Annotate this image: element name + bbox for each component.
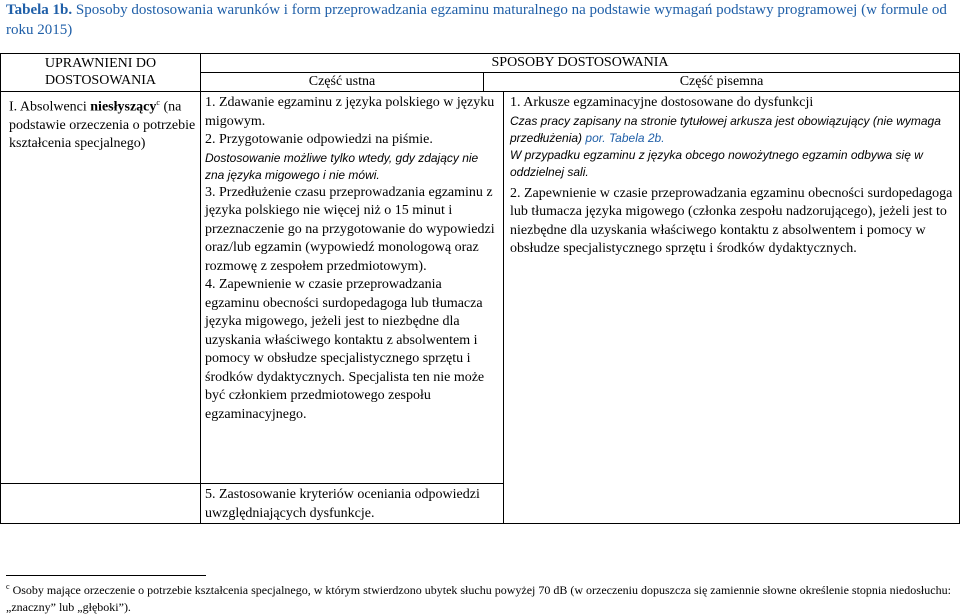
written-note-time: Czas pracy zapisany na stronie tytułowej arkusza jest obowiązujący <box>510 113 870 128</box>
entitled-group: niesłyszący <box>90 99 157 115</box>
oral-item-1: 1. Zdawanie egzaminu z języka polskiego w języku migowym. <box>205 95 495 129</box>
oral-item-2: 2. Przygotowanie odpowiedzi na piśmie. <box>205 132 433 147</box>
entitled-prefix: I. Absolwenci <box>9 99 91 115</box>
entitled-cell <box>1 92 201 484</box>
oral-cell <box>201 92 504 484</box>
written-item-1-note <box>510 113 953 147</box>
table-label: Tabela 1b. <box>6 2 73 18</box>
written-item-1-note-room: W przypadku egzaminu z języka obcego nowożytnego egzamin odbywa się w oddzielnej sali. <box>510 147 923 179</box>
header-methods: SPOSOBY DOSTOSOWANIA <box>201 54 960 73</box>
header-entitled: UPRAWNIENI DO DOSTOSOWANIA <box>1 54 201 92</box>
table-title <box>6 0 956 40</box>
entitled-basis: (na podstawie orzeczenia o potrzebie kształcenia specjalnego) <box>9 99 196 151</box>
footnote <box>6 578 956 616</box>
written-note-extension: (nie wymaga przedłużenia) <box>510 113 941 145</box>
written-cell <box>504 92 960 524</box>
entitled-cell-continued <box>1 484 201 524</box>
accommodation-table <box>0 53 960 524</box>
table-title-text: Sposoby dostosowania warunków i form przeprowadzania egzaminu maturalnego na podstawie wymagań podstawy programowej (w formule od roku 2015) <box>6 2 947 38</box>
oral-cell-continued <box>201 484 504 524</box>
oral-item-4: 4. Zapewnienie w czasie przeprowadzania egzaminu obecności surdopedagoga lub tłumacza języka migowego, jeżeli jest to niezbędne dla uzyskania właściwego kontaktu z absolwentem i pomocy w obsłudze specjalistycznego sprzętu i środków dydaktycznych. Specjalista ten nie może być członkiem przedmiotowego zespołu egzaminacyjnego. <box>205 277 485 422</box>
written-item-1: 1. Arkusze egzaminacyjne dostosowane do dysfunkcji <box>510 95 814 110</box>
footnote-mark: c <box>6 582 10 591</box>
oral-item-3: 3. Przedłużenie czasu przeprowadzania egzaminu z języka polskiego nie więcej niż o 15 minut i przeznaczenie go na przygotowanie do wypowiedzi oraz/lub egzamin (wypowiedź monologową oraz rozmowę z zespołem przedmiotowym). <box>205 184 495 274</box>
table-2b-reference: por. Tabela 2b. <box>585 130 665 145</box>
oral-item-5: 5. Zastosowanie kryteriów oceniania odpowiedzi uwzględniających dysfunkcje. <box>205 487 480 521</box>
written-item-2: 2. Zapewnienie w czasie przeprowadzania egzaminu obecności surdopedagoga lub tłumacza języka migowego (członka zespołu nadzorującego), jeżeli jest to niezbędne dla uzyskania właściwego kontaktu z absolwentem i pomocy w obsłudze specjalistycznego sprzętu i środków dydaktycznych. <box>510 185 953 256</box>
oral-item-2-note: Dostosowanie możliwe tylko wtedy, gdy zdający nie zna języka migowego i nie mówi. <box>205 150 479 182</box>
header-written: Część pisemna <box>484 73 960 92</box>
footnote-text: Osoby mające orzeczenie o potrzebie kształcenia specjalnego, w którym stwierdzono ubytek słuchu powyżej 70 dB (w orzeczeniu dopuszcza się zamiennie słowne określenie stopnia niedosłuchu: „znaczny” lub „głęboki”). <box>6 583 951 614</box>
footnote-ref: c <box>156 98 160 107</box>
header-oral: Część ustna <box>201 73 484 92</box>
footnote-divider <box>6 575 206 576</box>
